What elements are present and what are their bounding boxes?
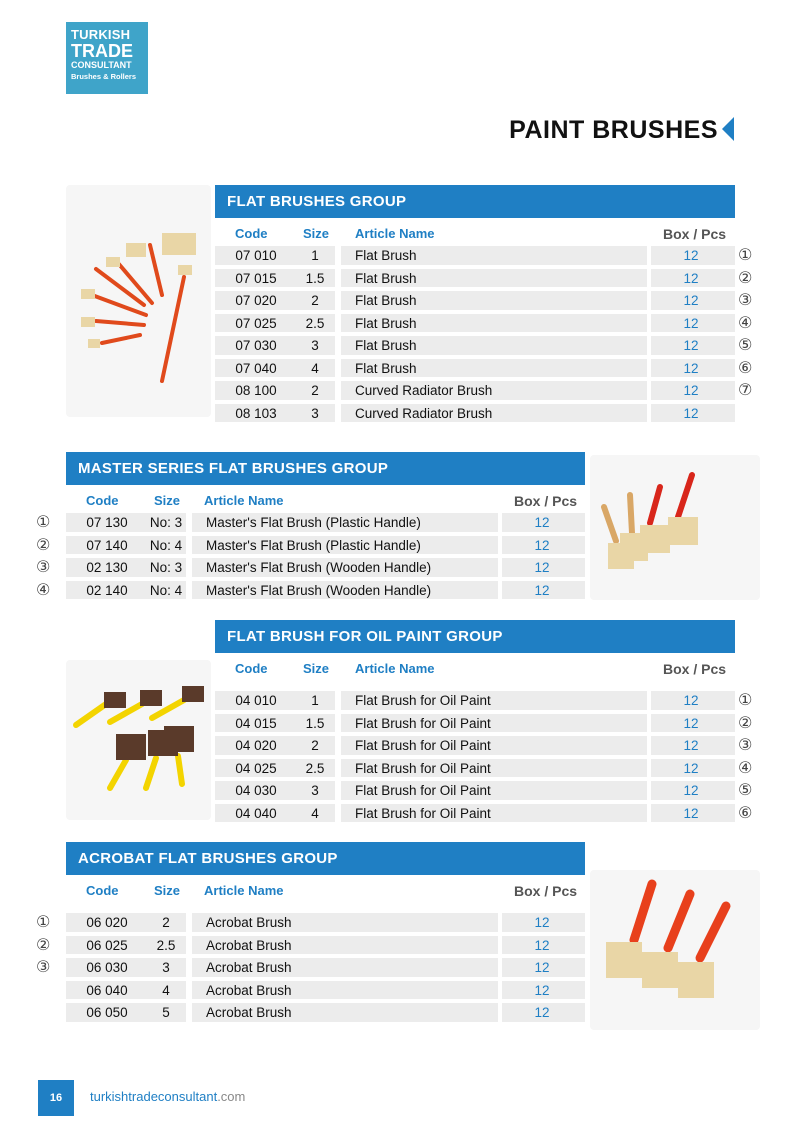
- row-marker: ④: [738, 757, 753, 777]
- row-box-count: 12: [683, 293, 699, 308]
- row-marker: ①: [738, 245, 753, 264]
- col-box: Box / Pcs: [663, 226, 727, 242]
- table-row: [36, 534, 585, 557]
- row-article-name: Flat Brush: [355, 293, 417, 308]
- table-row: [215, 689, 753, 712]
- master-brushes-image: [590, 455, 760, 600]
- row-code: 07 010: [235, 248, 277, 263]
- row-box-count: 12: [683, 360, 699, 376]
- row-size: 2.5: [156, 937, 176, 953]
- col-code: Code: [86, 493, 119, 508]
- table-row: [215, 312, 753, 335]
- row-code: 07 015: [235, 270, 277, 286]
- title-arrow-icon: [722, 117, 734, 141]
- row-article-name: Flat Brush: [355, 360, 417, 376]
- col-box: Box / Pcs: [514, 883, 578, 899]
- row-article-name: Acrobat Brush: [206, 937, 292, 953]
- row-code: 07 030: [235, 338, 277, 353]
- row-box-count: 12: [683, 338, 699, 353]
- table-row: [215, 712, 753, 735]
- row-box-count: 12: [683, 270, 699, 286]
- row-marker: ②: [738, 712, 753, 732]
- row-code: 04 025: [235, 760, 277, 776]
- row-box-count: 12: [534, 537, 550, 553]
- acrobat-brush-illustration: [590, 870, 760, 1030]
- master-brushes-section: [36, 452, 585, 601]
- row-marker: ①: [36, 912, 51, 931]
- column-header-row: [215, 218, 735, 244]
- row-size: 2: [311, 293, 319, 308]
- row-box-count: 12: [534, 560, 550, 575]
- col-code: Code: [235, 661, 268, 676]
- row-code: 08 103: [235, 405, 277, 421]
- row-article-name: Flat Brush: [355, 270, 417, 286]
- col-article: Article Name: [204, 883, 284, 898]
- oil-brushes-image: [66, 660, 211, 820]
- row-marker: ②: [36, 534, 51, 554]
- table-row: [215, 357, 753, 380]
- row-code: 04 040: [235, 805, 277, 821]
- row-code: 07 020: [235, 293, 277, 308]
- row-article-name: Flat Brush for Oil Paint: [355, 805, 491, 821]
- row-size: 4: [311, 360, 319, 376]
- row-code: 07 040: [235, 360, 277, 376]
- row-size: 1: [311, 693, 319, 708]
- table-row: [215, 779, 753, 802]
- table-row: [215, 734, 753, 757]
- row-size: No: 4: [149, 582, 183, 598]
- table-row: [36, 911, 585, 934]
- row-marker: ①: [738, 690, 753, 709]
- row-box-count: 12: [683, 383, 699, 398]
- row-box-count: 12: [683, 783, 699, 798]
- row-marker: ⑦: [738, 380, 753, 399]
- row-article-name: Master's Flat Brush (Wooden Handle): [206, 560, 432, 575]
- master-rows: [36, 511, 585, 601]
- table-row: [215, 402, 735, 425]
- row-box-count: 12: [534, 960, 550, 975]
- row-article-name: Flat Brush for Oil Paint: [355, 715, 491, 731]
- row-size: 2: [162, 915, 170, 930]
- row-code: 06 020: [86, 915, 128, 930]
- page-number: 16: [38, 1080, 74, 1116]
- row-size: 5: [162, 1005, 170, 1020]
- col-article: Article Name: [355, 661, 435, 676]
- footer-url-domain: .com: [217, 1089, 246, 1104]
- col-size: Size: [154, 883, 181, 898]
- row-size: 2.5: [305, 315, 325, 331]
- col-size: Size: [303, 226, 330, 241]
- row-article-name: Curved Radiator Brush: [355, 405, 493, 421]
- row-code: 06 025: [86, 937, 128, 953]
- row-marker: ④: [36, 579, 51, 599]
- row-code: 07 140: [86, 537, 128, 553]
- row-article-name: Acrobat Brush: [206, 1005, 292, 1020]
- row-marker: ③: [738, 290, 753, 309]
- row-code: 04 030: [235, 783, 277, 798]
- table-row: [215, 289, 753, 312]
- row-article-name: Flat Brush: [355, 248, 417, 263]
- row-size: 4: [311, 805, 319, 821]
- row-box-count: 12: [683, 738, 699, 753]
- column-header-row: [66, 875, 585, 911]
- row-size: 2: [311, 383, 319, 398]
- row-size: No: 4: [149, 537, 183, 553]
- brand-logo: [66, 22, 148, 94]
- row-article-name: Acrobat Brush: [206, 915, 292, 930]
- row-size: 1: [311, 248, 319, 263]
- table-row: [66, 1001, 585, 1024]
- row-article-name: Acrobat Brush: [206, 982, 292, 998]
- row-size: 3: [311, 405, 319, 421]
- master-brush-illustration: [590, 455, 760, 600]
- flat-brushes-section: [215, 185, 753, 424]
- brush-fan-illustration: [66, 185, 211, 417]
- row-size: 2.5: [305, 760, 325, 776]
- row-size: 4: [162, 982, 170, 998]
- row-box-count: 12: [683, 693, 699, 708]
- row-article-name: Flat Brush: [355, 315, 417, 331]
- table-row: [36, 511, 585, 534]
- row-article-name: Acrobat Brush: [206, 960, 292, 975]
- row-article-name: Flat Brush for Oil Paint: [355, 693, 491, 708]
- row-box-count: 12: [683, 248, 699, 263]
- row-article-name: Curved Radiator Brush: [355, 383, 493, 398]
- row-code: 07 025: [235, 315, 277, 331]
- logo-line-1: TURKISH: [71, 27, 131, 42]
- row-marker: ③: [738, 735, 753, 754]
- row-marker: ⑥: [738, 357, 753, 377]
- oil-rows: [215, 689, 753, 824]
- footer-website[interactable]: [90, 1089, 245, 1104]
- table-row: [215, 267, 753, 290]
- row-code: 02 130: [86, 560, 128, 575]
- row-marker: ③: [36, 957, 51, 976]
- row-marker: ①: [36, 512, 51, 531]
- row-article-name: Flat Brush for Oil Paint: [355, 738, 491, 753]
- row-code: 04 010: [235, 693, 277, 708]
- row-article-name: Master's Flat Brush (Wooden Handle): [206, 582, 432, 598]
- row-size: 3: [311, 338, 319, 353]
- row-box-count: 12: [534, 1005, 550, 1020]
- col-article: Article Name: [355, 226, 435, 241]
- logo-line-2: TRADE: [71, 41, 133, 61]
- row-marker: ⑤: [738, 335, 753, 354]
- col-size: Size: [154, 493, 181, 508]
- row-code: 04 020: [235, 738, 277, 753]
- row-box-count: 12: [534, 582, 550, 598]
- oil-brushes-section: [215, 620, 753, 824]
- col-code: Code: [235, 226, 268, 241]
- col-size: Size: [303, 661, 330, 676]
- acrobat-rows: [36, 911, 585, 1024]
- row-size: 2: [311, 738, 319, 753]
- row-marker: ②: [36, 934, 51, 954]
- row-article-name: Master's Flat Brush (Plastic Handle): [206, 515, 421, 530]
- flat-brushes-image: [66, 185, 211, 417]
- section-title: MASTER SERIES FLAT BRUSHES GROUP: [66, 452, 585, 485]
- page-title: PAINT BRUSHES: [509, 116, 718, 144]
- row-size: 3: [311, 783, 319, 798]
- row-marker: ③: [36, 557, 51, 576]
- row-code: 08 100: [235, 383, 277, 398]
- row-article-name: Flat Brush: [355, 338, 417, 353]
- row-size: 3: [162, 960, 170, 975]
- row-box-count: 12: [534, 915, 550, 930]
- row-box-count: 12: [683, 760, 699, 776]
- table-row: [215, 757, 753, 780]
- row-box-count: 12: [534, 937, 550, 953]
- row-box-count: 12: [683, 405, 699, 421]
- section-title: FLAT BRUSHES GROUP: [215, 185, 735, 218]
- table-row: [36, 956, 585, 979]
- row-code: 06 030: [86, 960, 128, 975]
- table-row: [66, 979, 585, 1002]
- row-size: No: 3: [149, 560, 183, 575]
- row-marker: ⑤: [738, 780, 753, 799]
- footer-url-main: turkishtradeconsultant: [90, 1089, 218, 1104]
- row-code: 04 015: [235, 715, 277, 731]
- row-size: 1.5: [305, 715, 325, 731]
- row-size: No: 3: [149, 515, 183, 530]
- row-code: 07 130: [86, 515, 128, 530]
- row-box-count: 12: [683, 805, 699, 821]
- row-marker: ④: [738, 312, 753, 332]
- row-code: 06 050: [86, 1005, 128, 1020]
- acrobat-brushes-image: [590, 870, 760, 1030]
- table-row: [215, 379, 753, 402]
- col-box: Box / Pcs: [663, 661, 727, 677]
- table-row: [36, 934, 585, 957]
- row-size: 1.5: [305, 270, 325, 286]
- column-header-row: [215, 653, 735, 689]
- oil-brush-illustration: [66, 660, 211, 820]
- flat-rows: [215, 244, 753, 424]
- row-article-name: Flat Brush for Oil Paint: [355, 783, 491, 798]
- row-box-count: 12: [683, 715, 699, 731]
- row-marker: ⑥: [738, 802, 753, 822]
- section-title: ACROBAT FLAT BRUSHES GROUP: [66, 842, 585, 875]
- row-article-name: Flat Brush for Oil Paint: [355, 760, 491, 776]
- table-row: [215, 802, 753, 825]
- col-box: Box / Pcs: [514, 493, 578, 509]
- table-row: [215, 244, 753, 267]
- acrobat-brushes-section: [36, 842, 585, 1024]
- col-article: Article Name: [204, 493, 284, 508]
- table-row: [215, 334, 753, 357]
- row-box-count: 12: [534, 515, 550, 530]
- row-box-count: 12: [534, 982, 550, 998]
- row-code: 06 040: [86, 982, 128, 998]
- row-article-name: Master's Flat Brush (Plastic Handle): [206, 537, 421, 553]
- table-row: [36, 556, 585, 579]
- col-code: Code: [86, 883, 119, 898]
- row-box-count: 12: [683, 315, 699, 331]
- row-code: 02 140: [86, 582, 128, 598]
- column-header-row: [66, 485, 585, 511]
- table-row: [36, 579, 585, 602]
- row-marker: ②: [738, 267, 753, 287]
- logo-line-4: Brushes & Rollers: [71, 72, 137, 81]
- logo-line-3: CONSULTANT: [71, 60, 132, 70]
- section-title: FLAT BRUSH FOR OIL PAINT GROUP: [215, 620, 735, 653]
